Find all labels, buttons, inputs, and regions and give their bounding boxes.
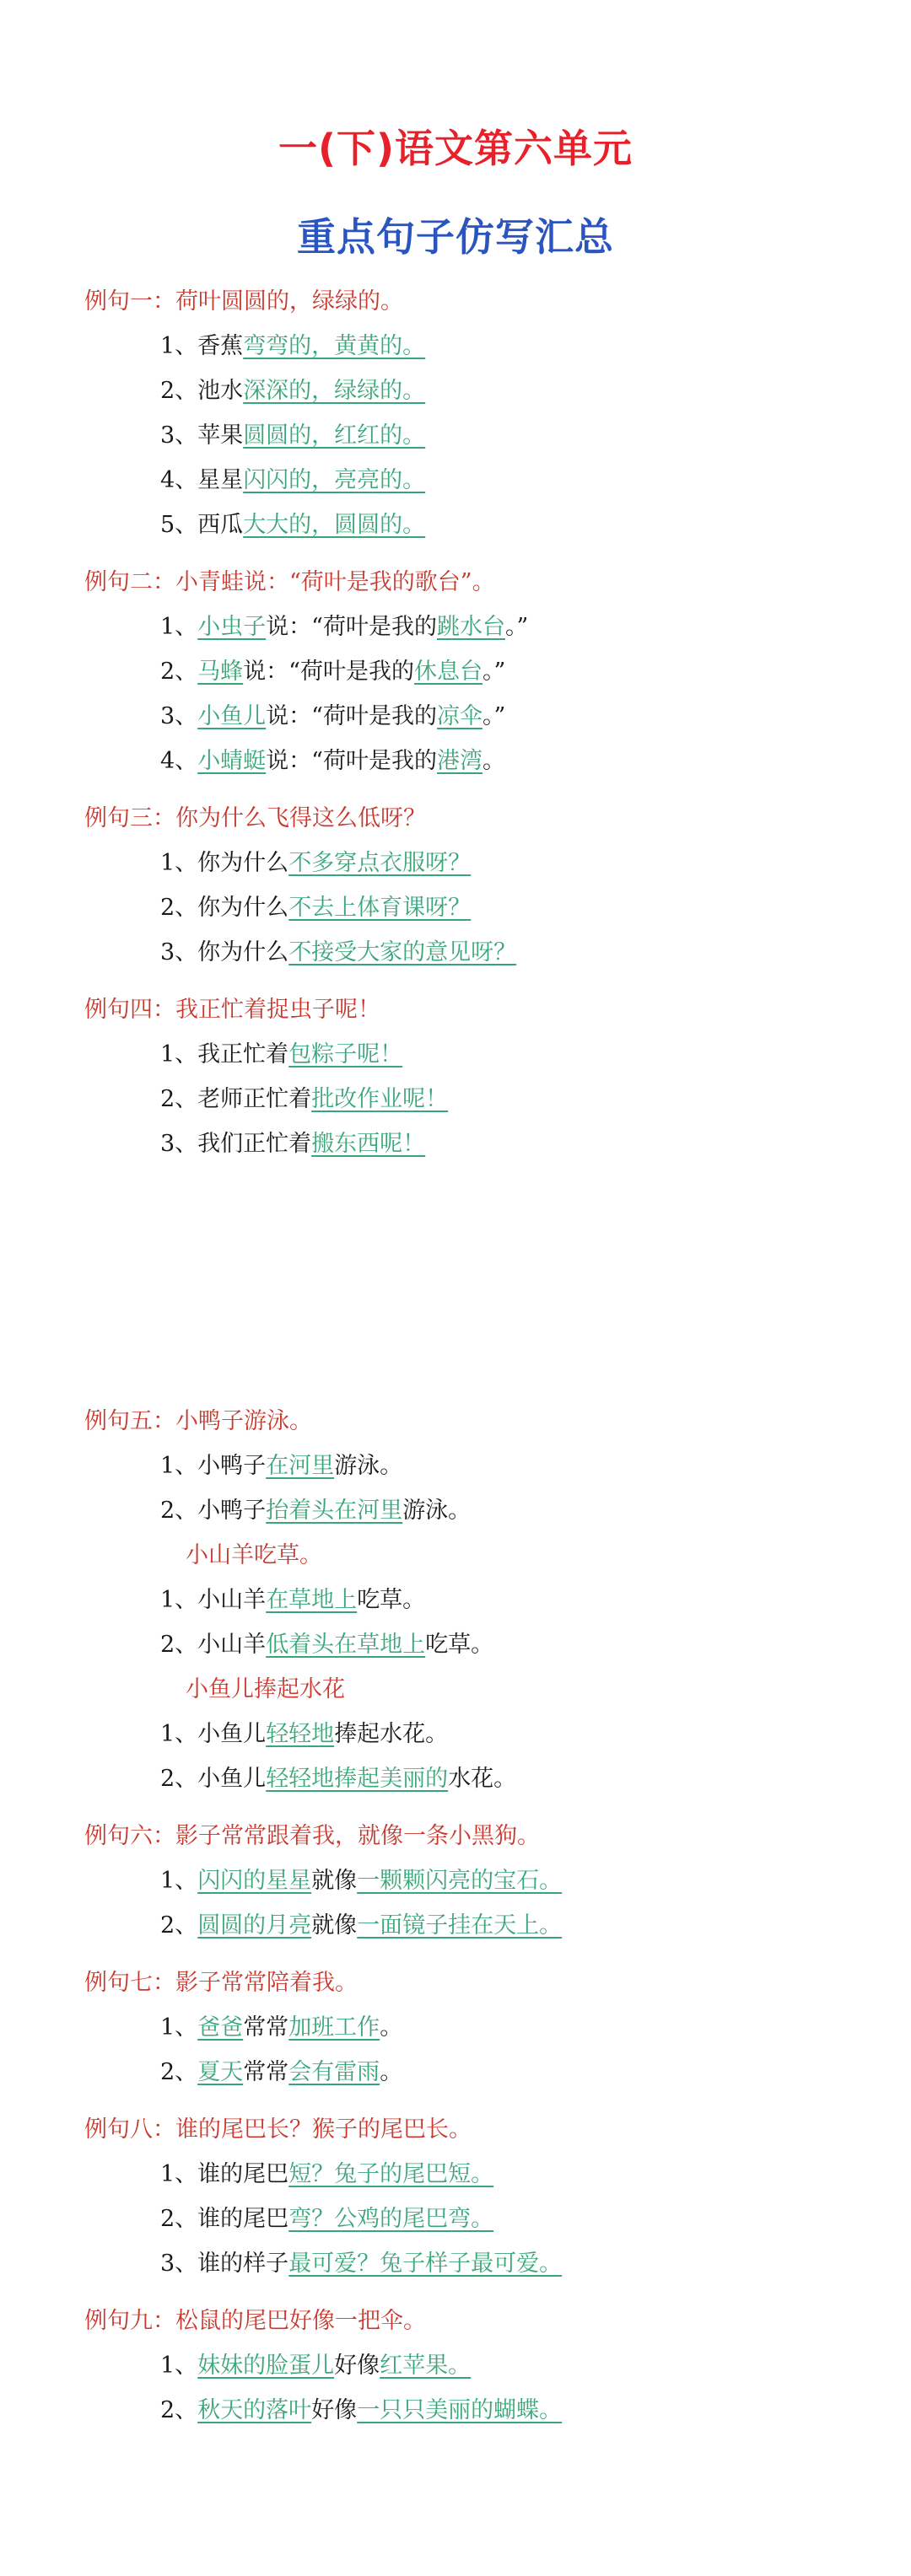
example-1-item-2: 2、池水深深的，绿绿的。 [160, 378, 426, 404]
example-8-item-2: 2、谁的尾巴弯？公鸡的尾巴弯。 [160, 2206, 494, 2232]
example-5-item-6: 2、小鱼儿轻轻地捧起美丽的水花。 [160, 1766, 517, 1792]
example-3-item-2: 2、你为什么不去上体育课呀？ [160, 895, 472, 921]
example-2-item-2: 2、马蜂说：“荷叶是我的休息台。” [160, 659, 506, 685]
example-4-item-2: 2、老师正忙着批改作业呢！ [160, 1086, 449, 1112]
example-6-heading: 例句六：影子常常跟着我，就像一条小黑狗。 [84, 1823, 540, 1849]
example-4-heading: 例句四：我正忙着捉虫子呢！ [84, 997, 380, 1023]
example-5-item-3: 1、小山羊在草地上吃草。 [160, 1587, 426, 1613]
example-8-item-3: 3、谁的样子最可爱？兔子样子最可爱。 [160, 2251, 563, 2277]
example-4-item-3: 3、我们正忙着搬东西呢！ [160, 1131, 426, 1157]
example-5-subheading-2: 小鱼儿捧起水花 [186, 1676, 345, 1702]
example-7-item-1: 1、爸爸常常加班工作。 [160, 2014, 403, 2041]
example-5-item-2: 2、小鸭子抬着头在河里游泳。 [160, 1498, 472, 1524]
example-6-item-1: 1、闪闪的星星就像一颗颗闪亮的宝石。 [160, 1868, 563, 1894]
page-subtitle: 重点句子仿写汇总 [297, 214, 614, 260]
example-2-heading: 例句二：小青蛙说：“荷叶是我的歌台”。 [84, 569, 495, 595]
example-4-item-1: 1、我正忙着包粽子呢！ [160, 1041, 403, 1068]
example-5-heading: 例句五：小鸭子游泳。 [84, 1408, 312, 1434]
example-8-heading: 例句八：谁的尾巴长？猴子的尾巴长。 [84, 2116, 472, 2143]
example-8-item-1: 1、谁的尾巴短？兔子的尾巴短。 [160, 2161, 494, 2187]
example-9-item-2: 2、秋天的落叶好像一只只美丽的蝴蝶。 [160, 2397, 563, 2423]
example-5-item-1: 1、小鸭子在河里游泳。 [160, 1453, 403, 1479]
example-9-item-1: 1、妹妹的脸蛋儿好像红苹果。 [160, 2353, 472, 2379]
example-3-heading: 例句三：你为什么飞得这么低呀？ [84, 805, 426, 831]
example-2-item-4: 4、小蜻蜓说：“荷叶是我的港湾。 [160, 748, 505, 774]
example-9-heading: 例句九：松鼠的尾巴好像一把伞。 [84, 2308, 426, 2334]
example-7-heading: 例句七：影子常常陪着我。 [84, 1970, 358, 1996]
example-5-subheading-1: 小山羊吃草。 [186, 1542, 322, 1568]
page-title: 一(下)语文第六单元 [278, 126, 633, 171]
example-1-heading: 例句一：荷叶圆圆的，绿绿的。 [84, 288, 403, 315]
example-1-item-4: 4、星星闪闪的，亮亮的。 [160, 467, 426, 493]
example-7-item-2: 2、夏天常常会有雷雨。 [160, 2059, 403, 2085]
example-5-item-4: 2、小山羊低着头在草地上吃草。 [160, 1632, 494, 1658]
example-1-item-5: 5、西瓜大大的，圆圆的。 [160, 512, 426, 538]
example-1-item-3: 3、苹果圆圆的，红红的。 [160, 422, 426, 449]
example-1-item-1: 1、香蕉弯弯的，黄黄的。 [160, 333, 426, 359]
example-3-item-1: 1、你为什么不多穿点衣服呀？ [160, 850, 472, 876]
example-3-item-3: 3、你为什么不接受大家的意见呀？ [160, 939, 517, 965]
example-6-item-2: 2、圆圆的月亮就像一面镜子挂在天上。 [160, 1912, 563, 1939]
example-2-item-1: 1、小虫子说：“荷叶是我的跳水台。” [160, 614, 529, 640]
example-5-item-5: 1、小鱼儿轻轻地捧起水花。 [160, 1721, 449, 1747]
example-2-item-3: 3、小鱼儿说：“荷叶是我的凉伞。” [160, 703, 506, 729]
